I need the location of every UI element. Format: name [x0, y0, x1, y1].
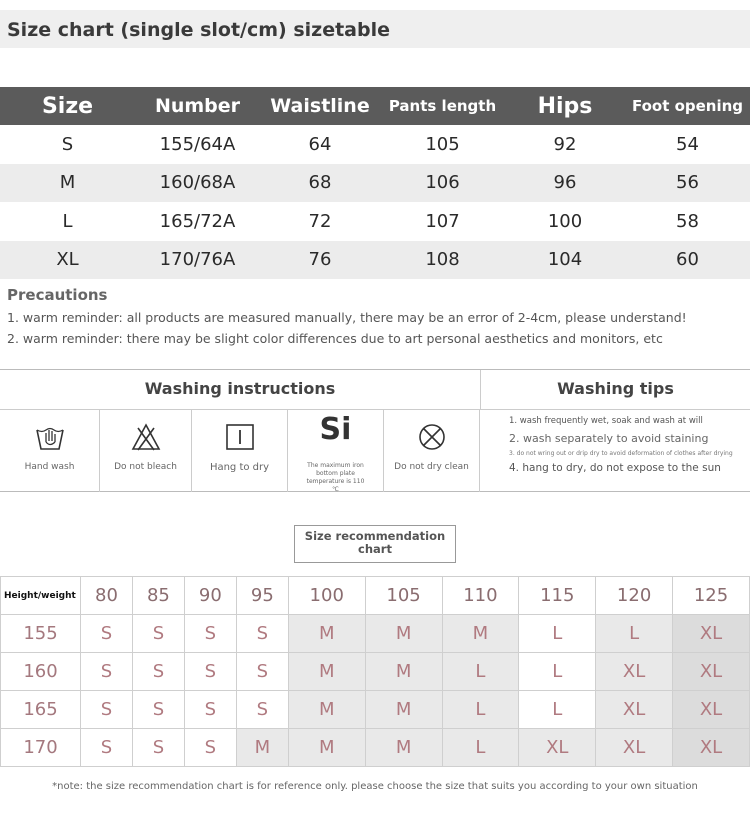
cell-size: S	[61, 133, 74, 155]
washing-tip: 2. wash separately to avoid staining	[509, 432, 709, 445]
weight-label: 90	[184, 577, 236, 615]
cell-waistline: 64	[308, 133, 332, 155]
do-not-bleach-icon	[130, 422, 162, 452]
washing-tips-list	[509, 416, 739, 474]
precaution-line: 1. warm reminder: all products are measured manually, there may be an error of 2-4cm, please understand!	[7, 310, 687, 325]
size-cell: XL	[673, 615, 750, 653]
cell-waistline: 72	[308, 210, 332, 232]
size-cell: S	[236, 615, 288, 653]
size-cell: S	[184, 691, 236, 729]
wash-icon-cell	[100, 410, 192, 492]
size-cell: S	[81, 691, 133, 729]
cell-hips: 96	[505, 164, 625, 203]
size-cell: M	[288, 691, 365, 729]
cell-pants-length: 107	[425, 210, 460, 232]
cell-waistline: 68	[260, 164, 380, 203]
cell-number: 165/72A	[159, 210, 236, 232]
size-cell: M	[365, 653, 442, 691]
weight-label: 125	[673, 577, 750, 615]
cell-size: M	[0, 164, 135, 203]
cell-hips: 92	[553, 133, 577, 155]
size-cell: S	[132, 691, 184, 729]
table-row	[0, 241, 750, 280]
table-row	[0, 202, 750, 241]
size-cell: L	[519, 691, 596, 729]
height-label: 160	[1, 653, 81, 691]
weight-label: 100	[288, 577, 365, 615]
table-row	[1, 653, 750, 691]
iron-temperature-icon: Si	[319, 412, 352, 447]
weight-label: 95	[236, 577, 288, 615]
size-cell: XL	[673, 691, 750, 729]
weight-label: 115	[519, 577, 596, 615]
cell-hips: 104	[505, 241, 625, 280]
header-foot-opening: Foot opening	[625, 87, 750, 125]
size-cell: S	[81, 653, 133, 691]
page-title: Size chart (single slot/cm) sizetable	[7, 19, 391, 41]
size-cell: S	[184, 729, 236, 767]
washing-tips-title: Washing tips	[480, 370, 750, 410]
washing-tip: 4. hang to dry, do not expose to the sun	[509, 462, 721, 474]
size-cell: L	[519, 653, 596, 691]
wash-icon-label: Do not dry clean	[394, 462, 469, 472]
header-pants-length: Pants length	[380, 87, 505, 125]
cell-size: L	[62, 210, 73, 232]
cell-hips: 100	[547, 210, 583, 232]
cell-pants-length: 106	[380, 164, 505, 203]
cell-number: 160/68A	[135, 164, 260, 203]
size-table	[0, 87, 750, 279]
cell-number: 155/64A	[159, 133, 236, 155]
cell-waistline: 76	[260, 241, 380, 280]
size-table-header	[0, 87, 750, 125]
cell-foot-opening: 54	[676, 133, 699, 155]
header-number: Number	[135, 87, 260, 125]
table-row	[1, 615, 750, 653]
size-recommendation-table	[0, 576, 750, 767]
hang-to-dry-icon	[224, 422, 256, 452]
size-cell: XL	[596, 729, 673, 767]
wash-icon-cell	[288, 410, 384, 492]
size-cell: S	[132, 729, 184, 767]
weight-label: 120	[596, 577, 673, 615]
wash-icon-label: Hang to dry	[209, 462, 270, 473]
weight-label: 80	[81, 577, 133, 615]
height-label: 155	[1, 615, 81, 653]
precaution-line: 2. warm reminder: there may be slight color differences due to art personal aesthetics and monitors, etc	[7, 331, 663, 346]
size-cell: M	[365, 691, 442, 729]
size-cell: XL	[596, 691, 673, 729]
wash-icon-label: Hand wash	[24, 462, 75, 472]
wash-icon-cell	[192, 410, 288, 492]
size-cell: M	[365, 615, 442, 653]
size-cell: XL	[519, 729, 596, 767]
size-cell: XL	[596, 653, 673, 691]
size-cell: S	[81, 729, 133, 767]
cell-size: XL	[0, 241, 135, 280]
wash-icon-label: The maximum iron bottom plate temperature is 110 ℃	[306, 462, 365, 493]
table-row	[1, 691, 750, 729]
weight-label: 110	[442, 577, 519, 615]
hand-wash-icon	[34, 422, 66, 452]
cell-foot-opening: 56	[625, 164, 750, 203]
size-cell: S	[184, 615, 236, 653]
size-cell: S	[132, 653, 184, 691]
washing-tip: 1. wash frequently wet, soak and wash at will	[509, 416, 703, 426]
size-recommendation-button[interactable]: Size recommendation chart	[294, 525, 456, 563]
weight-header-row	[1, 577, 750, 615]
size-cell: XL	[673, 729, 750, 767]
size-cell: L	[596, 615, 673, 653]
table-row	[0, 164, 750, 203]
title-bar	[0, 10, 750, 48]
size-cell: S	[132, 615, 184, 653]
height-label: 170	[1, 729, 81, 767]
size-cell: S	[236, 653, 288, 691]
size-cell: M	[288, 615, 365, 653]
size-cell: M	[365, 729, 442, 767]
size-cell: M	[288, 729, 365, 767]
table-row	[1, 729, 750, 767]
size-cell: L	[442, 653, 519, 691]
size-cell: S	[184, 653, 236, 691]
height-label: 165	[1, 691, 81, 729]
do-not-dry-clean-icon	[416, 422, 448, 452]
size-cell: M	[236, 729, 288, 767]
precautions	[7, 286, 747, 346]
cell-foot-opening: 58	[676, 210, 699, 232]
wash-icon-cell	[384, 410, 480, 492]
height-weight-label: Height/weight	[1, 577, 81, 615]
cell-pants-length: 105	[425, 133, 460, 155]
weight-label: 85	[132, 577, 184, 615]
washing-tip: 3. do not wring out or drip dry to avoid deformation of clothes after drying	[509, 450, 733, 457]
table-row	[0, 125, 750, 164]
wash-icon-label: Do not bleach	[114, 462, 177, 472]
footnote: *note: the size recommendation chart is for reference only. please choose the size that suits you according to your own situation	[52, 781, 698, 792]
washing-instructions-title: Washing instructions	[0, 370, 480, 410]
header-size: Size	[0, 87, 135, 125]
wash-icon-cell	[0, 410, 100, 492]
cell-number: 170/76A	[135, 241, 260, 280]
cell-pants-length: 108	[380, 241, 505, 280]
header-waistline: Waistline	[260, 87, 380, 125]
size-cell: L	[442, 691, 519, 729]
size-cell: M	[442, 615, 519, 653]
size-cell: S	[81, 615, 133, 653]
precautions-title: Precautions	[7, 286, 108, 304]
weight-label: 105	[365, 577, 442, 615]
header-hips: Hips	[505, 87, 625, 125]
washing-section	[0, 369, 750, 492]
cell-foot-opening: 60	[625, 241, 750, 280]
size-cell: L	[442, 729, 519, 767]
size-cell: L	[519, 615, 596, 653]
size-cell: XL	[673, 653, 750, 691]
size-cell: M	[288, 653, 365, 691]
size-cell: S	[236, 691, 288, 729]
